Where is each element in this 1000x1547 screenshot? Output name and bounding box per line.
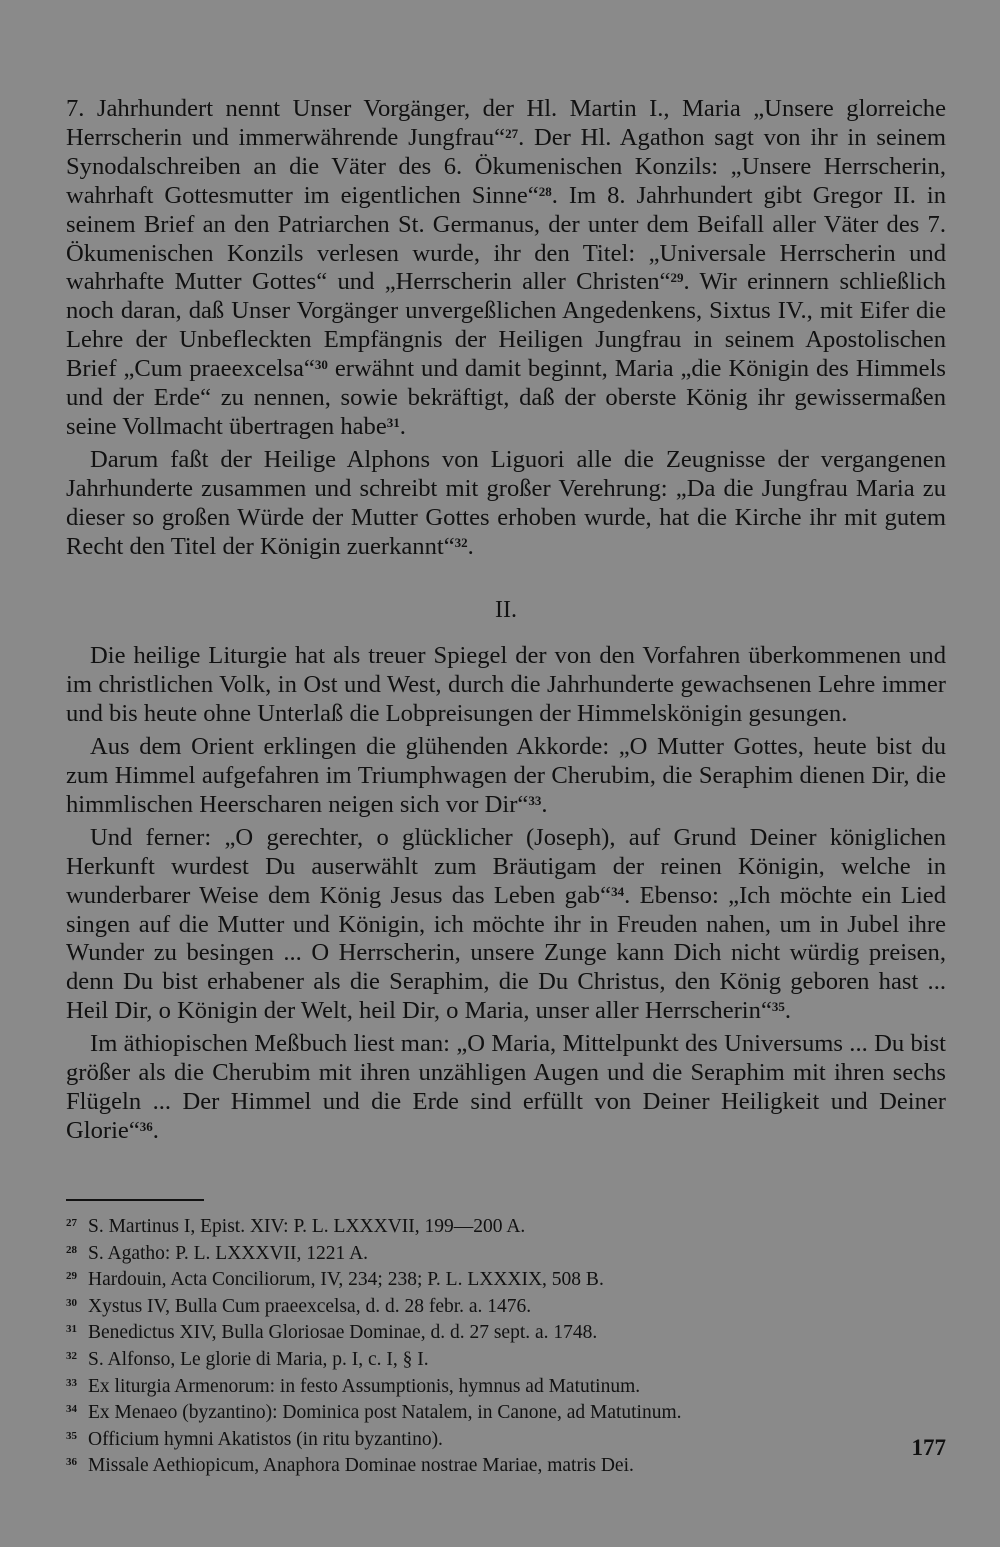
footnote-text: Xystus IV, Bulla Cum praeexcelsa, d. d. 28 febr. a. 1476. — [88, 1295, 532, 1317]
footnotes — [66, 1212, 886, 1478]
footnote-number: 31 — [66, 1323, 77, 1336]
text-run: . — [467, 532, 474, 560]
footnote-ref[interactable]: 33 — [528, 792, 542, 808]
footnote — [66, 1318, 886, 1345]
footnote-divider — [66, 1199, 204, 1201]
footnote — [66, 1292, 886, 1319]
paragraph — [66, 1030, 946, 1146]
footnote-ref[interactable]: 35 — [771, 999, 785, 1015]
footnote — [66, 1372, 886, 1399]
footnote-text: Benedictus XIV, Bulla Gloriosae Dominae, d. d. 27 sept. a. 1748. — [88, 1322, 598, 1344]
footnote-text: Ex liturgia Armenorum: in festo Assumptionis, hymnus ad Matutinum. — [88, 1375, 641, 1397]
footnote-text: S. Martinus I, Epist. XIV: P. L. LXXXVII, 199—200 A. — [88, 1216, 526, 1237]
text-run: erwähnt und damit beginnt, Maria „die Königin des Himmels und der Erde“ zu nennen, sowie bekräftigt, daß der oberste König ihr gewissermaßen seine Vollmacht übertragen habe — [66, 355, 946, 440]
footnote-ref[interactable]: 27 — [505, 125, 519, 141]
text-run: . Der Hl. Agathon sagt von ihr in seinem Synodalschreiben an die Väter des 6. Ökumenischen Konzils: „Unsere Herrscherin, wahrhaft Gottesmutter im eigentlichen Sinne“ — [66, 123, 947, 209]
footnote-number: 34 — [66, 1403, 77, 1416]
footnote-text: S. Agatho: P. L. LXXXVII, 1221 A. — [88, 1242, 369, 1264]
footnote-text: Hardouin, Acta Conciliorum, IV, 234; 238; P. L. LXXXIX, 508 B. — [88, 1269, 604, 1291]
footnote-ref[interactable]: 31 — [386, 414, 400, 430]
main-text — [66, 95, 946, 1146]
text-run: . Im 8. Jahrhundert gibt Gregor II. in seinem Brief an den Patriarchen St. Germanus, der unter dem Beifall aller Väter des 7. Ökumenischen Konzils verlesen wurde, ihr den Titel: „Universale Herrscherin und wahrhafte Mutter Gottes“ und „Herrscherin aller Christen“ — [66, 181, 946, 296]
page-number: 177 — [911, 1435, 946, 1460]
footnote-ref[interactable]: 29 — [670, 270, 684, 286]
text-run: . — [399, 412, 406, 440]
section-heading: II. — [495, 596, 517, 623]
footnote-number: 32 — [66, 1349, 77, 1362]
paragraph — [66, 446, 946, 562]
footnote-number: 33 — [66, 1376, 77, 1389]
text-run: . — [784, 997, 792, 1025]
paragraph: Die heilige Liturgie hat als treuer Spiegel der von den Vorfahren überkommenen und im christlichen Volk, in Ost und West, durch die Jahrhunderte gewachsenen Lehre immer und bis heute ohne Unterlaß die Lobpreisungen der Himmelskönigin gesungen. — [66, 642, 946, 728]
footnote — [66, 1212, 886, 1239]
text-run: . Wir erinnern schließlich noch daran, daß Unser Vorgänger unvergeßlichen Angedenkens, Sixtus IV., mit Eifer die Lehre der Unbefleckten Empfängnis der Heiligen Jungfrau in seinem Apostolischen Brief „Cum praeexcelsa“ — [66, 268, 946, 383]
footnote-number: 29 — [66, 1270, 77, 1283]
paragraph — [66, 824, 946, 1026]
footnote-text: Missale Aethiopicum, Anaphora Dominae nostrae Mariae, matris Dei. — [88, 1455, 634, 1477]
footnote — [66, 1398, 886, 1425]
text-run: 7. Jahrhundert nennt Unser Vorgänger, der Hl. Martin I., Maria „Unsere glorreiche Herrscherin und immerwährende Jungfrau“ — [66, 95, 946, 151]
text-run: . Ebenso: „Ich möchte ein Lied singen auf die Mutter und Königin, ich möchte ihr in Freuden nahen, um in Jubel ihre Wunder zu besingen ... O Herrscherin, unsere Zunge kann Dich nicht würdig preisen, denn Du bist erhabener als die Seraphim, die Du Christus, den König geboren hast ... Heil Dir, o Königin der Welt, heil Dir, o Maria, unser aller Herrscherin“ — [66, 881, 946, 1025]
footnote-number: 28 — [66, 1243, 77, 1256]
text-run: . — [541, 790, 548, 818]
paragraph — [66, 95, 946, 442]
footnote-text: S. Alfonso, Le glorie di Maria, p. I, c. I, § I. — [88, 1348, 429, 1370]
footnote-number: 36 — [66, 1456, 77, 1469]
text-run: . — [152, 1116, 159, 1144]
text-run: Darum faßt der Heilige Alphons von Liguori alle die Zeugnisse der vergangenen Jahrhunderte zusammen und schreibt mit großer Verehrung: „Da die Jungfrau Maria zu dieser so großen Würde der Mutter Gottes erhoben wurde, hat die Kirche ihr mit gutem Recht den Titel der Königin zuerkannt“ — [66, 445, 946, 560]
footnote-text: Ex Menaeo (byzantino): Dominica post Natalem, in Canone, ad Matutinum. — [88, 1402, 682, 1424]
footnote-text: Officium hymni Akatistos (in ritu byzantino). — [88, 1428, 443, 1450]
text-run: Aus dem Orient erklingen die glühenden Akkorde: „O Mutter Gottes, heute bist du zum Himmel aufgefahren im Triumphwagen der Cherubim, die Seraphim dienen Dir, die himmlischen Heerscharen neigen sich vor Dir“ — [66, 733, 946, 818]
footnote-ref[interactable]: 36 — [139, 1118, 153, 1134]
footnote-ref[interactable]: 30 — [314, 357, 328, 373]
paragraph — [66, 733, 946, 820]
footnote — [66, 1239, 886, 1266]
footnote-number: 35 — [66, 1429, 77, 1442]
footnote-number: 30 — [66, 1296, 77, 1309]
footnote-number: 27 — [66, 1217, 77, 1229]
footnote — [66, 1425, 886, 1452]
footnote-ref[interactable]: 28 — [538, 183, 552, 199]
text-run: Im äthiopischen Meßbuch liest man: „O Maria, Mittelpunkt des Universums ... Du bist größer als die Cherubim mit ihren unzähligen Augen und die Seraphim mit ihren sechs Flügeln ... Der Himmel und die Erde sind erfüllt von Deiner Heiligkeit und Deiner Glorie“ — [66, 1030, 946, 1144]
footnote — [66, 1265, 886, 1292]
footnote-ref[interactable]: 32 — [454, 534, 468, 550]
footnote-ref[interactable]: 34 — [611, 883, 625, 899]
footnote — [66, 1451, 886, 1478]
text-run: Und ferner: „O gerechter, o glücklicher (Joseph), auf Grund Deiner königlichen Herkunft wurdest Du auserwählt zum Bräutigam der reinen Königin, welche in wunderbarer Weise dem König Jesus das Leben gab“ — [66, 823, 946, 909]
footnote — [66, 1345, 886, 1372]
